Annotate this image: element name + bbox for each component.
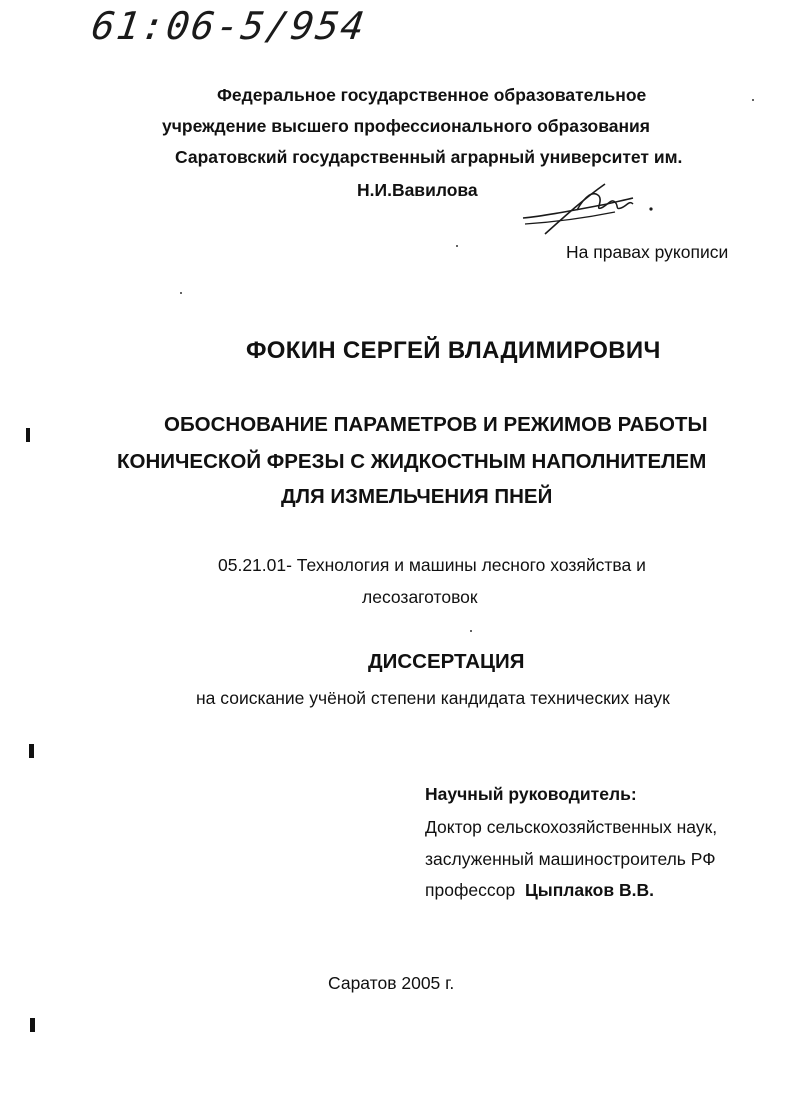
binding-mark bbox=[26, 428, 30, 442]
signature-graphic bbox=[515, 176, 665, 246]
archive-code: 61:06-5/954 bbox=[88, 4, 369, 48]
supervisor-line-1: Доктор сельскохозяйственных наук, bbox=[425, 817, 718, 837]
title-line-2: КОНИЧЕСКОЙ ФРЕЗЫ С ЖИДКОСТНЫМ НАПОЛНИТЕЛЕМ bbox=[117, 450, 707, 473]
scan-speck bbox=[752, 99, 754, 101]
document-type: ДИССЕРТАЦИЯ bbox=[368, 650, 525, 673]
scan-speck bbox=[470, 630, 472, 632]
specialty-line-2: лесозаготовок bbox=[362, 587, 478, 607]
binding-mark bbox=[30, 1018, 35, 1032]
scan-speck bbox=[180, 292, 182, 294]
author-name: ФОКИН СЕРГЕЙ ВЛАДИМИРОВИЧ bbox=[246, 337, 661, 364]
title-line-3: ДЛЯ ИЗМЕЛЬЧЕНИЯ ПНЕЙ bbox=[281, 485, 553, 508]
supervisor-title-prefix: профессор bbox=[425, 880, 516, 900]
degree-statement: на соискание учёной степени кандидата технических наук bbox=[196, 688, 670, 708]
supervisor-line-3 bbox=[425, 880, 654, 901]
title-line-1: ОБОСНОВАНИЕ ПАРАМЕТРОВ И РЕЖИМОВ РАБОТЫ bbox=[164, 413, 708, 436]
binding-mark bbox=[29, 744, 34, 758]
institution-line-2: учреждение высшего профессионального образования bbox=[162, 116, 651, 136]
institution-line-1: Федеральное государственное образовательное bbox=[217, 85, 647, 105]
manuscript-rights-note: На правах рукописи bbox=[566, 242, 729, 262]
institution-line-4: Н.И.Вавилова bbox=[357, 180, 478, 200]
supervisor-line-2: заслуженный машиностроитель РФ bbox=[425, 849, 716, 869]
scan-speck bbox=[456, 245, 458, 247]
city-year: Саратов 2005 г. bbox=[328, 973, 455, 993]
institution-line-3: Саратовский государственный аграрный университет им. bbox=[175, 147, 683, 167]
supervisor-label: Научный руководитель: bbox=[425, 784, 637, 804]
specialty-line-1: 05.21.01- Технология и машины лесного хозяйства и bbox=[218, 555, 646, 575]
supervisor-name: Цыплаков В.В. bbox=[524, 880, 654, 900]
